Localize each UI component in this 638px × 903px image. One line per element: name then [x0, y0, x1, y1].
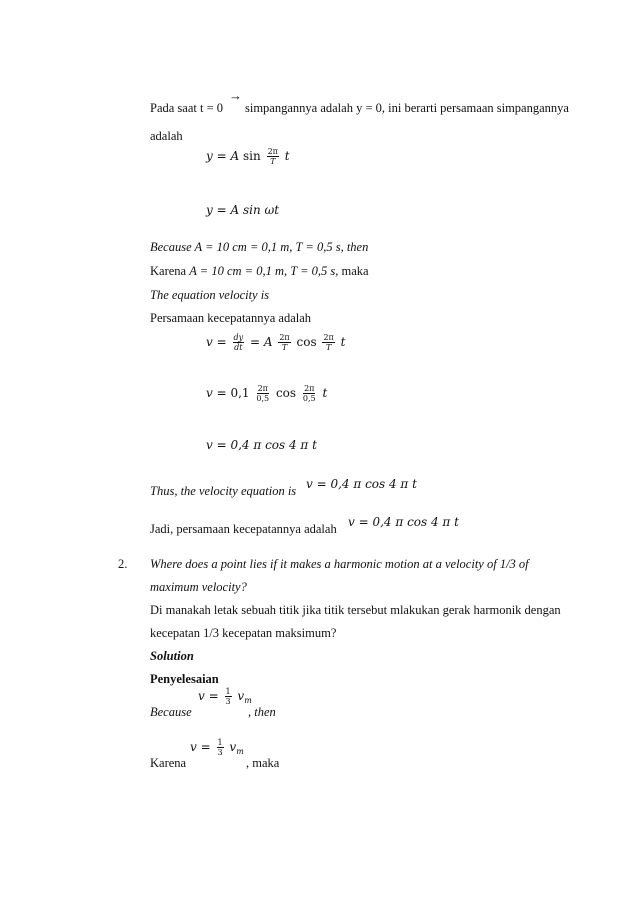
line-then: , then [248, 705, 276, 719]
solution-heading: Solution [150, 649, 194, 663]
equation-v-third-vm-2: v = $\frac{1}{3}$ $v_m$ [190, 738, 244, 757]
line-because: Because [150, 705, 192, 719]
equation-displacement-2: y = A sin ωt [206, 203, 280, 217]
line-karena-values: Karena A = 10 cm = 0,1 m, T = 0,5 s, maka [150, 264, 369, 278]
line-jadi: Jadi, persamaan kecepatannya adalah [150, 522, 337, 536]
penyelesaian-heading: Penyelesaian [150, 672, 219, 686]
line-equation-velocity-id: Persamaan kecepatannya adalah [150, 311, 312, 325]
question-id-line2: kecepatan 1/3 kecepatan maksimum? [150, 626, 337, 640]
line-pada-saat: Pada saat t = 0 [150, 101, 224, 115]
equation-velocity-final: v = 0,4 π cos 4 π t [206, 438, 317, 452]
line-adalah: adalah [150, 129, 183, 143]
question-id-line1: Di manakah letak sebuah titik jika titik tersebut mlakukan gerak harmonik dengan [150, 603, 561, 617]
equation-velocity-substituted: v = 0,1 $\frac{2\pi}{0,5}$ cos $\frac{2\pi}{0,5}$ t [206, 384, 328, 403]
line-equation-velocity-en: The equation velocity is [150, 288, 270, 302]
equation-v-third-vm-1: v = $\frac{1}{3}$ $v_m$ [198, 687, 252, 706]
equation-jadi: v = 0,4 π cos 4 π t [348, 515, 459, 529]
line-karena: Karena [150, 756, 187, 770]
line-simpangannya: simpangannya adalah y = 0, ini berarti persamaan simpangannya [245, 101, 569, 115]
question-number: 2. [118, 557, 128, 571]
equation-velocity-derivative: v = $\frac{dy}{dt}$ = A $\frac{2\pi}{T}$ cos $\frac{2\pi}{T}$ t [206, 333, 346, 352]
line-thus: Thus, the velocity equation is [150, 484, 297, 498]
question-en-line1: Where does a point lies if it makes a harmonic motion at a velocity of 1/3 of [150, 557, 529, 571]
equation-displacement-1: y = A sin $\frac{2\pi}{T}$ t [206, 147, 290, 166]
equation-thus: v = 0,4 π cos 4 π t [306, 477, 417, 491]
line-maka: , maka [246, 756, 280, 770]
right-arrow-icon: → [229, 88, 242, 103]
question-en-line2: maximum velocity? [150, 580, 247, 594]
line-because-values: Because A = 10 cm = 0,1 m, T = 0,5 s, then [150, 240, 369, 254]
